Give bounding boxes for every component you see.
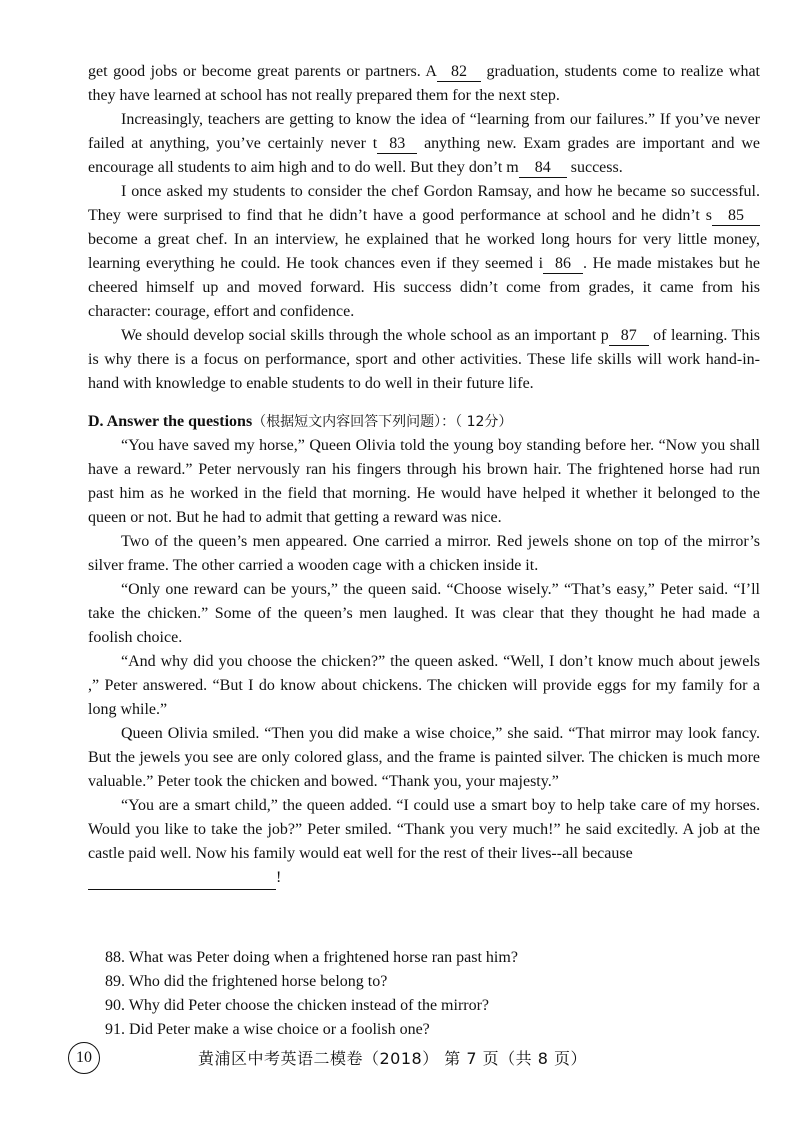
text-segment: . He made mistakes but he cheered himself up and moved forward. His success didn’t come from grades, it came from his character: courage, effort and confidence.: [88, 255, 761, 320]
passage-d-paragraph-4: “And why did you choose the chicken?” the queen asked. “Well, I don’t know much about jewels ,” Peter answered. “But I do know about chickens. The chicken will provide eggs for my family for a long while.”: [88, 653, 760, 718]
blank-84: 84: [519, 159, 567, 178]
passage-d-paragraph-1: “You have saved my horse,” Queen Olivia told the young boy standing before her. “Now you shall have a reward.” Peter nervously ran his fingers through his brown hair. The frightened horse had run past him as he worked in the field that morning. He would have helped it whether it belonged to the queen or not. But he had to admit that getting a reward was nice.: [88, 437, 760, 526]
text-segment: Increasingly, teachers are getting to know the idea of “learning from our failures.” If you’ve never failed at anything, you’ve certainly never t: [88, 111, 760, 152]
answer-line: [88, 873, 276, 890]
text-segment: I once asked my students to consider the chef Gordon Ramsay, and how he became so successful. They were surprised to find that he didn’t have a good performance at school and he didn’t s: [88, 183, 760, 224]
section-d-heading: [88, 410, 760, 434]
text-segment: become a great chef. In an interview, he explained that he worked long hours for very little money, learning everything he could. He took chances even if they seemed i: [88, 231, 760, 272]
blank-82: 82: [437, 63, 481, 82]
footer-text: 黄浦区中考英语二模卷（2018） 第 7 页（共 8 页）: [198, 1049, 588, 1068]
question-89: 89. Who did the frightened horse belong to?: [105, 973, 388, 990]
passage-c-paragraph-1: [88, 60, 760, 108]
question-88: 88. What was Peter doing when a frightened horse ran past him?: [105, 949, 518, 966]
passage-c-paragraph-4: [88, 324, 760, 396]
blank-85: 85: [712, 207, 760, 226]
page-footer: [68, 1040, 768, 1076]
passage-d-paragraph-5: Queen Olivia smiled. “Then you did make a wise choice,” she said. “That mirror may look fancy. But the jewels you see are only colored glass, and the frame is painted silver. The chicken is much more valuable.” Peter took the chicken and bowed. “Thank you, your majesty.”: [88, 725, 760, 790]
passage-c-paragraph-2: [88, 108, 760, 180]
exclamation-mark: !: [276, 869, 282, 886]
blank-87: 87: [609, 327, 649, 346]
section-d-title: D. Answer the questions: [88, 413, 253, 430]
passage-d-paragraph-6: “You are a smart child,” the queen added. “I could use a smart boy to help take care of my horses. Would you like to take the job?” Peter smiled. “Thank you very much!” he said excitedly. A job at the castle paid well. Now his family would eat well for the rest of their lives--all because: [88, 797, 760, 862]
question-91: 91. Did Peter make a wise choice or a foolish one?: [105, 1021, 430, 1038]
passage-c-paragraph-3: [88, 180, 760, 324]
section-d-instruction: （根据短文内容回答下列问题）：（ 12分）: [252, 414, 513, 430]
circled-page-number: 10: [68, 1042, 100, 1074]
text-segment: anything new. Exam grades are important and we encourage all students to aim high and to do well. But they don’t m: [88, 135, 761, 176]
blank-83: 83: [377, 135, 417, 154]
text-segment: graduation, students come to realize what they have learned at school has not really prepared them for the next step.: [88, 63, 761, 104]
text-segment: We should develop social skills through the whole school as an important p: [121, 327, 609, 344]
answer-blank-line: [88, 866, 760, 890]
questions-list: [105, 946, 745, 1042]
blank-86: 86: [543, 255, 583, 274]
text-segment: get good jobs or become great parents or partners. A: [88, 63, 437, 80]
question-90: 90. Why did Peter choose the chicken instead of the mirror?: [105, 997, 490, 1014]
text-segment: of learning. This is why there is a focus on performance, sport and other activities. These life skills will work hand-in-hand with knowledge to enable students to do well in their future life.: [88, 327, 761, 392]
passage-d-paragraph-3: “Only one reward can be yours,” the queen said. “Choose wisely.” “That’s easy,” Peter said. “I’ll take the chicken.” Some of the queen’s men laughed. It was clear that they thought he had made a foolish choice.: [88, 581, 760, 646]
exam-page: [88, 60, 760, 890]
text-segment: success.: [566, 159, 623, 176]
passage-d-paragraph-2: Two of the queen’s men appeared. One carried a mirror. Red jewels shone on top of the mirror’s silver frame. The other carried a wooden cage with a chicken inside it.: [88, 533, 760, 574]
